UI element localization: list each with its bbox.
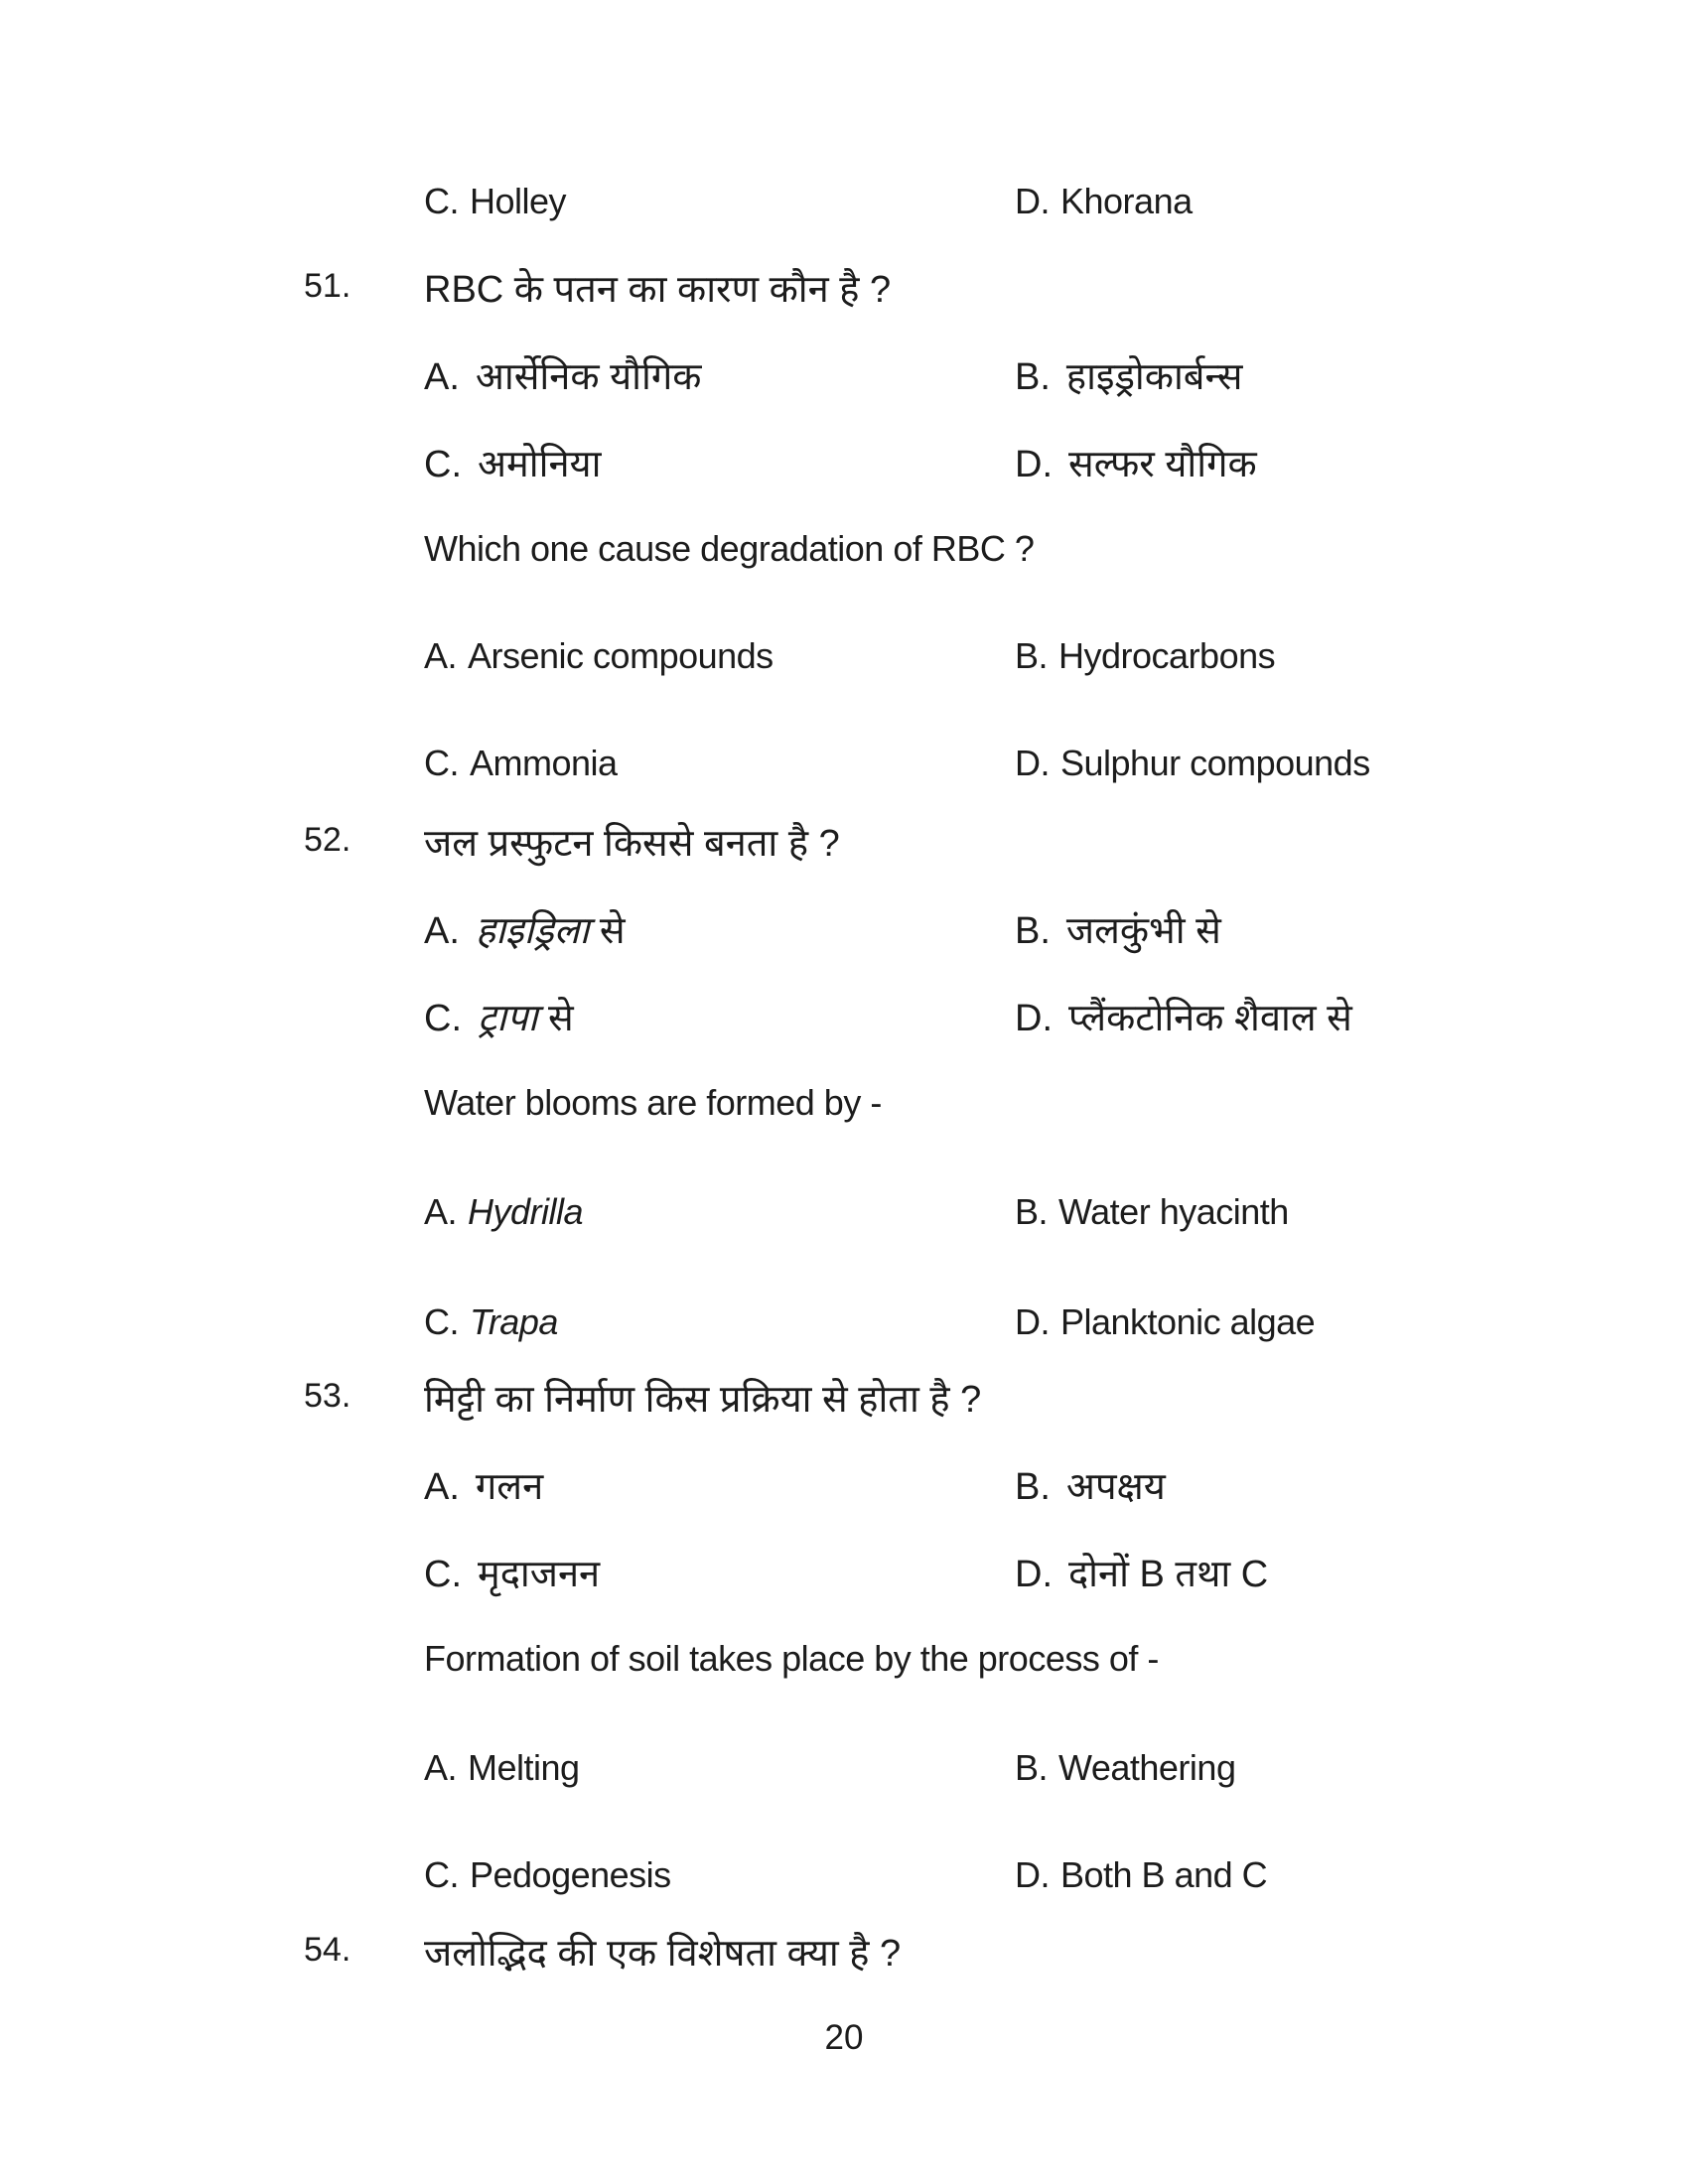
option-text: Both B and C [1060,1854,1268,1895]
q50-option-d [1015,181,1193,222]
q51-hi-option-d [1015,437,1257,488]
q51-hindi-options-row-ab [0,349,1688,405]
option-label: C. [424,998,462,1039]
q53-en-option-c [424,1854,671,1896]
q52-hi-option-d [1015,991,1352,1042]
option-text: Hydrocarbons [1058,635,1276,676]
option-italic-text: Trapa [470,1301,558,1342]
q52-en-option-c [424,1301,558,1343]
q51-en-option-b [1015,635,1275,677]
q52-en-option-b [1015,1191,1289,1233]
q53-question-text-hindi: मिट्टी का निर्माण किस प्रक्रिया से होता है ? [424,1379,982,1421]
q53-english-options-row-cd [0,1854,1688,1910]
option-label: D. [1015,998,1053,1039]
q51-en-option-c [424,743,618,784]
q51-english-options-row-cd [0,743,1688,798]
q51-hindi-question-row [0,262,1688,318]
option-text: से [589,910,626,952]
q51-question-text-hindi: RBC के पतन का कारण कौन है ? [424,269,892,311]
option-label: C. [424,1554,462,1595]
q53-english-options-row-ab [0,1747,1688,1803]
option-text: Planktonic algae [1060,1301,1316,1342]
option-text: Weathering [1058,1747,1236,1788]
option-label: B. [1015,1191,1049,1232]
q52-english-question-row [0,1082,1688,1138]
q51-hi-option-b [1015,349,1242,401]
q52-english-options-row-cd [0,1301,1688,1357]
option-italic-text: Hydrilla [468,1191,584,1232]
q53-english-question-row [0,1638,1688,1694]
q51-english-question-row [0,528,1688,584]
q52-en-option-d [1015,1301,1315,1343]
option-label: D. [1015,1554,1053,1595]
question-number: 51. [304,267,352,305]
option-text: अपक्षय [1065,1466,1166,1508]
q50-options-row-cd [0,181,1688,236]
question-number: 53. [304,1377,352,1415]
option-label: A. [424,1466,460,1508]
option-label: A. [424,635,458,676]
question-number: 54. [304,1931,352,1969]
option-label: A. [424,910,460,952]
page-footer [0,2018,1688,2058]
q54-question-text-hindi: जलोद्भिद की एक विशेषता क्या है ? [424,1933,902,1975]
q53-hi-option-c [424,1547,600,1598]
option-text: Melting [468,1747,580,1788]
option-label: D. [1015,181,1050,221]
option-label: A. [424,1747,458,1788]
option-label: A. [424,356,460,398]
q52-hi-option-b [1015,903,1221,955]
option-text: हाइड्रोकार्बन्स [1065,356,1243,398]
q51-hindi-options-row-cd [0,437,1688,492]
q53-hi-option-a [424,1459,543,1511]
q52-en-option-a [424,1191,583,1233]
option-text: Khorana [1060,181,1193,221]
q54-hindi-question-row [0,1926,1688,1981]
option-text: प्लैंकटोनिक शैवाल से [1068,998,1352,1039]
q53-hi-option-b [1015,1459,1166,1511]
option-label: A. [424,1191,458,1232]
option-text: Pedogenesis [470,1854,671,1895]
question-number: 52. [304,821,352,859]
option-text: अमोनिया [478,444,602,485]
q51-hi-option-a [424,349,701,401]
option-text: Arsenic compounds [468,635,774,676]
q53-en-option-b [1015,1747,1235,1789]
q52-hi-option-a [424,903,626,955]
option-label: C. [424,181,459,221]
option-text: Ammonia [470,743,618,783]
option-label: B. [1015,1747,1049,1788]
option-italic-text: ट्रापा [478,998,538,1039]
option-text: दोनों B तथा C [1068,1554,1269,1595]
q51-en-option-a [424,635,774,677]
option-label: B. [1015,910,1051,952]
q51-en-option-d [1015,743,1370,784]
q51-english-options-row-ab [0,635,1688,691]
option-text: आर्सेनिक यौगिक [475,356,702,398]
q52-question-text-hindi: जल प्रस्फुटन किससे बनता है ? [424,823,840,865]
q50-option-c [424,181,566,222]
option-text: जलकुंभी से [1065,910,1221,952]
option-label: C. [424,444,462,485]
q51-hi-option-c [424,437,601,488]
q52-question-text-english: Water blooms are formed by - [424,1082,882,1123]
option-label: B. [1015,635,1049,676]
option-label: C. [424,1854,459,1895]
option-label: D. [1015,1301,1050,1342]
option-text: से [537,998,574,1039]
q53-hi-option-d [1015,1547,1268,1598]
option-text: गलन [475,1466,544,1508]
q52-english-options-row-ab [0,1191,1688,1247]
option-italic-text: हाइड्रिला [475,910,590,952]
q53-hindi-question-row [0,1372,1688,1428]
option-label: D. [1015,444,1053,485]
option-label: B. [1015,356,1051,398]
option-text: Holley [470,181,567,221]
q52-hindi-options-row-ab [0,903,1688,959]
option-text: Sulphur compounds [1060,743,1370,783]
option-text: Water hyacinth [1058,1191,1289,1232]
option-text: सल्फर यौगिक [1068,444,1257,485]
q53-en-option-d [1015,1854,1267,1896]
option-label: C. [424,1301,459,1342]
q51-question-text-english: Which one cause degradation of RBC ? [424,528,1035,569]
option-label: D. [1015,1854,1050,1895]
q53-hindi-options-row-ab [0,1459,1688,1515]
page-number: 20 [824,2018,864,2057]
option-label: D. [1015,743,1050,783]
q52-hindi-question-row [0,816,1688,872]
option-text: मृदाजनन [478,1554,601,1595]
option-label: C. [424,743,459,783]
q52-hindi-options-row-cd [0,991,1688,1046]
q52-hi-option-c [424,991,574,1042]
q53-en-option-a [424,1747,580,1789]
q53-hindi-options-row-cd [0,1547,1688,1602]
option-label: B. [1015,1466,1051,1508]
q53-question-text-english: Formation of soil takes place by the process of - [424,1638,1159,1679]
